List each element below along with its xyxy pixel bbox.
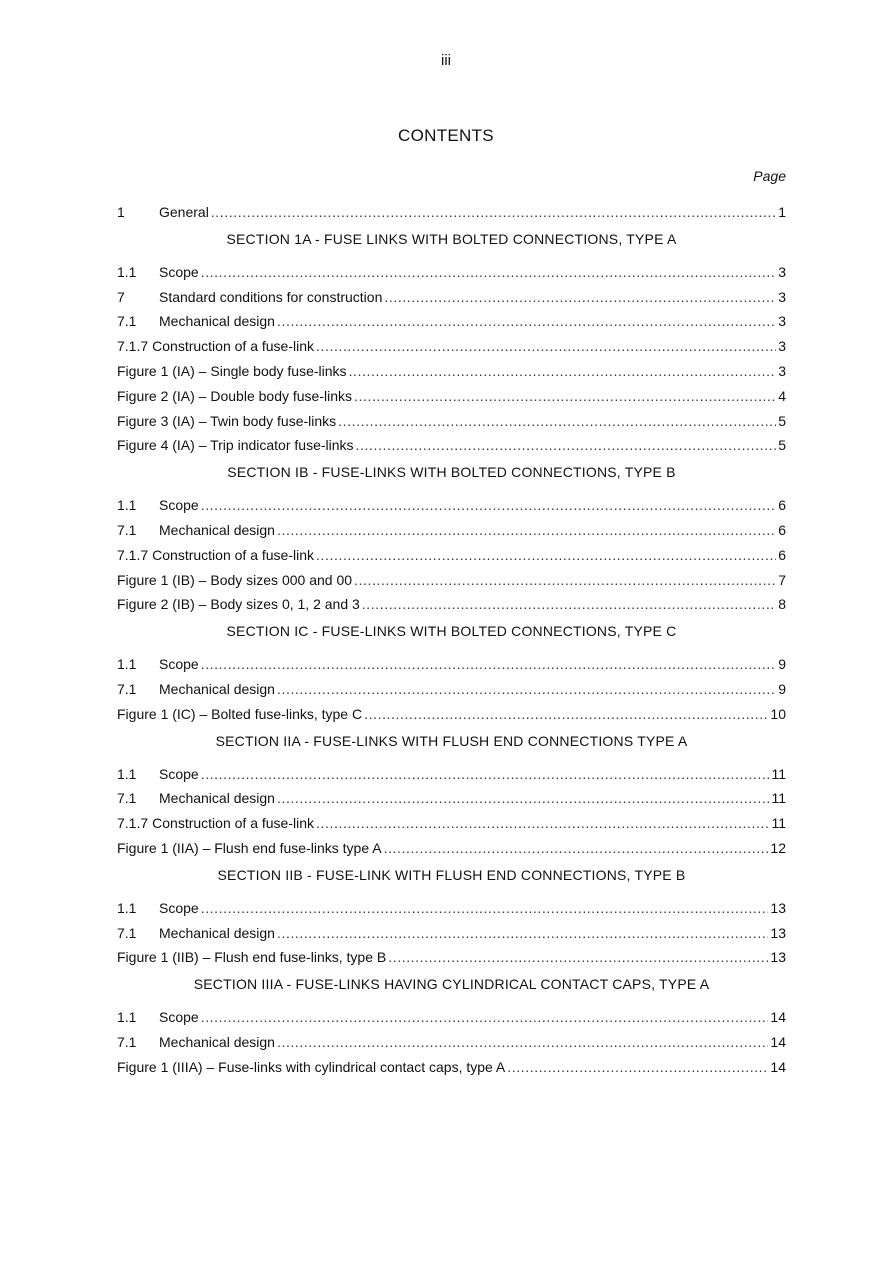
dot-leader xyxy=(384,285,776,310)
toc-entry[interactable] xyxy=(117,309,786,334)
page-title: CONTENTS xyxy=(398,126,494,145)
toc-entry[interactable] xyxy=(117,493,786,518)
dot-leader xyxy=(356,433,777,458)
toc-entry[interactable] xyxy=(117,702,786,727)
toc-entry[interactable] xyxy=(117,568,786,593)
section-heading: SECTION IIA - FUSE-LINKS WITH FLUSH END CONNECTIONS TYPE A xyxy=(215,732,688,749)
toc-entry-label: Figure 1 (IIIA) – Fuse-links with cylindrical contact caps, type A xyxy=(117,1058,506,1075)
toc-entry[interactable] xyxy=(117,433,786,458)
toc-entry-number: 7.1 xyxy=(117,313,137,330)
toc-entry[interactable] xyxy=(117,592,786,617)
toc-entry-page: 12 xyxy=(770,839,786,856)
toc-entry[interactable] xyxy=(117,200,786,225)
toc-entry-label: Scope xyxy=(159,899,199,916)
dot-leader xyxy=(384,836,769,861)
toc-entry-number: 7.1.7 xyxy=(117,815,149,832)
dot-leader xyxy=(277,677,776,702)
toc-entry-number: 1 xyxy=(117,204,125,220)
toc-entry[interactable] xyxy=(117,836,786,861)
toc-entry-number: 7.1 xyxy=(117,790,137,807)
toc-entry[interactable] xyxy=(117,285,786,310)
toc-entry-page: 3 xyxy=(778,288,786,305)
section-heading: SECTION IIIA - FUSE-LINKS HAVING CYLINDRICAL CONTACT CAPS, TYPE A xyxy=(193,976,710,993)
toc-entry-page: 14 xyxy=(770,1058,786,1075)
toc-entry[interactable] xyxy=(117,518,786,543)
dot-leader xyxy=(316,811,769,836)
toc-entry-label: Mechanical design xyxy=(159,521,275,538)
toc-entry-label: Mechanical design xyxy=(159,790,275,807)
toc-entry[interactable] xyxy=(117,945,786,970)
dot-leader xyxy=(388,945,768,970)
toc-entry-label: Mechanical design xyxy=(159,924,275,941)
toc-entry[interactable] xyxy=(117,543,786,568)
toc-entry[interactable] xyxy=(117,921,786,946)
dot-leader xyxy=(364,702,768,727)
section-heading: SECTION IB - FUSE-LINKS WITH BOLTED CONNECTIONS, TYPE B xyxy=(227,464,676,481)
toc-entry-label: Construction of a fuse-link xyxy=(152,815,314,832)
toc-entry-label: Mechanical design xyxy=(159,680,275,697)
toc-entry[interactable] xyxy=(117,677,786,702)
dot-leader xyxy=(338,409,776,434)
toc-entry-number: 1.1 xyxy=(117,765,137,782)
dot-leader xyxy=(201,1005,769,1030)
dot-leader xyxy=(201,493,777,518)
dot-leader xyxy=(354,384,776,409)
table-of-contents xyxy=(117,200,786,1080)
toc-entry-label: Scope xyxy=(159,656,199,673)
section-heading: SECTION IC - FUSE-LINKS WITH BOLTED CONNECTIONS, TYPE C xyxy=(226,623,677,640)
toc-entry[interactable] xyxy=(117,260,786,285)
toc-entry-number: 1.1 xyxy=(117,899,137,916)
toc-entry-page: 9 xyxy=(778,656,786,673)
section-heading: SECTION 1A - FUSE LINKS WITH BOLTED CONNECTIONS, TYPE A xyxy=(226,230,677,247)
toc-entry-number: 1.1 xyxy=(117,263,137,280)
toc-entry-page: 5 xyxy=(778,437,786,454)
toc-entry-page: 3 xyxy=(778,362,786,379)
dot-leader xyxy=(211,200,776,225)
toc-entry-page: 11 xyxy=(771,815,786,832)
toc-entry-number: 7.1.7 xyxy=(117,546,149,563)
toc-entry-number: 1.1 xyxy=(117,497,137,514)
toc-entry[interactable] xyxy=(117,1030,786,1055)
toc-entry-page: 8 xyxy=(778,596,786,613)
toc-entry-label: Construction of a fuse-link xyxy=(152,546,314,563)
toc-entry[interactable] xyxy=(117,359,786,384)
toc-entry-number: 1.1 xyxy=(117,1009,137,1026)
toc-entry[interactable] xyxy=(117,896,786,921)
dot-leader xyxy=(354,568,776,593)
toc-entry-page: 4 xyxy=(778,387,786,404)
page-number: iii xyxy=(441,52,451,69)
dot-leader xyxy=(201,652,777,677)
toc-entry[interactable] xyxy=(117,384,786,409)
toc-entry-page: 14 xyxy=(770,1009,786,1026)
toc-entry-label: General xyxy=(159,204,209,220)
toc-entry-page: 3 xyxy=(778,313,786,330)
toc-entry-label: Figure 2 (IB) – Body sizes 0, 1, 2 and 3 xyxy=(117,596,360,613)
dot-leader xyxy=(201,762,770,787)
toc-entry[interactable] xyxy=(117,334,786,359)
toc-entry-page: 1 xyxy=(778,204,786,220)
toc-entry[interactable] xyxy=(117,1055,786,1080)
toc-entry-label: Scope xyxy=(159,497,199,514)
section-heading: SECTION IIB - FUSE-LINK WITH FLUSH END CONNECTIONS, TYPE B xyxy=(217,866,686,883)
toc-entry-page: 6 xyxy=(778,497,786,514)
dot-leader xyxy=(362,592,776,617)
toc-entry-number: 1.1 xyxy=(117,656,137,673)
toc-entry-page: 14 xyxy=(770,1033,786,1050)
toc-entry-label: Scope xyxy=(159,765,199,782)
toc-entry-number: 7 xyxy=(117,288,125,305)
toc-entry-number: 7.1 xyxy=(117,1033,137,1050)
toc-entry-page: 13 xyxy=(770,899,786,916)
toc-entry-number: 7.1.7 xyxy=(117,338,149,355)
toc-entry-label: Scope xyxy=(159,1009,199,1026)
toc-entry[interactable] xyxy=(117,1005,786,1030)
toc-entry[interactable] xyxy=(117,762,786,787)
toc-entry-label: Standard conditions for construction xyxy=(159,288,383,305)
toc-entry-page: 6 xyxy=(778,546,786,563)
toc-entry-label: Figure 3 (IA) – Twin body fuse-links xyxy=(117,412,337,429)
toc-entry-number: 7.1 xyxy=(117,521,137,538)
toc-entry[interactable] xyxy=(117,652,786,677)
dot-leader xyxy=(277,1030,768,1055)
toc-entry-page: 7 xyxy=(778,571,786,588)
toc-entry[interactable] xyxy=(117,786,786,811)
toc-entry-page: 13 xyxy=(770,924,786,941)
dot-leader xyxy=(277,786,769,811)
toc-entry-number: 7.1 xyxy=(117,924,137,941)
toc-entry-label: Figure 1 (IB) – Body sizes 000 and 00 xyxy=(117,571,353,588)
dot-leader xyxy=(201,260,777,285)
toc-entry-label: Figure 4 (IA) – Trip indicator fuse-links xyxy=(117,437,354,454)
dot-leader xyxy=(316,543,776,568)
toc-entry-number: 7.1 xyxy=(117,680,137,697)
toc-entry-label: Construction of a fuse-link xyxy=(152,338,314,355)
dot-leader xyxy=(316,334,776,359)
toc-entry-label: Mechanical design xyxy=(159,1033,275,1050)
dot-leader xyxy=(277,921,768,946)
toc-entry[interactable] xyxy=(117,811,786,836)
dot-leader xyxy=(277,518,776,543)
toc-entry-page: 11 xyxy=(771,765,786,782)
toc-entry-label: Figure 2 (IA) – Double body fuse-links xyxy=(117,387,352,404)
toc-entry-label: Scope xyxy=(159,263,199,280)
dot-leader xyxy=(507,1055,768,1080)
toc-entry-page: 10 xyxy=(770,705,786,722)
toc-entry-label: Mechanical design xyxy=(159,313,275,330)
dot-leader xyxy=(349,359,777,384)
toc-entry-label: Figure 1 (IIB) – Flush end fuse-links, type B xyxy=(117,949,387,966)
toc-entry-page: 6 xyxy=(778,521,786,538)
toc-entry-label: Figure 1 (IA) – Single body fuse-links xyxy=(117,362,347,379)
dot-leader xyxy=(277,309,776,334)
toc-entry-page: 5 xyxy=(778,412,786,429)
toc-entry[interactable] xyxy=(117,409,786,434)
toc-entry-label: Figure 1 (IC) – Bolted fuse-links, type C xyxy=(117,705,363,722)
toc-entry-page: 3 xyxy=(778,338,786,355)
toc-entry-page: 3 xyxy=(778,263,786,280)
toc-entry-page: 11 xyxy=(771,790,786,807)
toc-entry-label: Figure 1 (IIA) – Flush end fuse-links type A xyxy=(117,839,382,856)
dot-leader xyxy=(201,896,769,921)
toc-entry-page: 13 xyxy=(770,949,786,966)
page-column-label: Page xyxy=(753,168,786,184)
toc-entry-page: 9 xyxy=(778,680,786,697)
